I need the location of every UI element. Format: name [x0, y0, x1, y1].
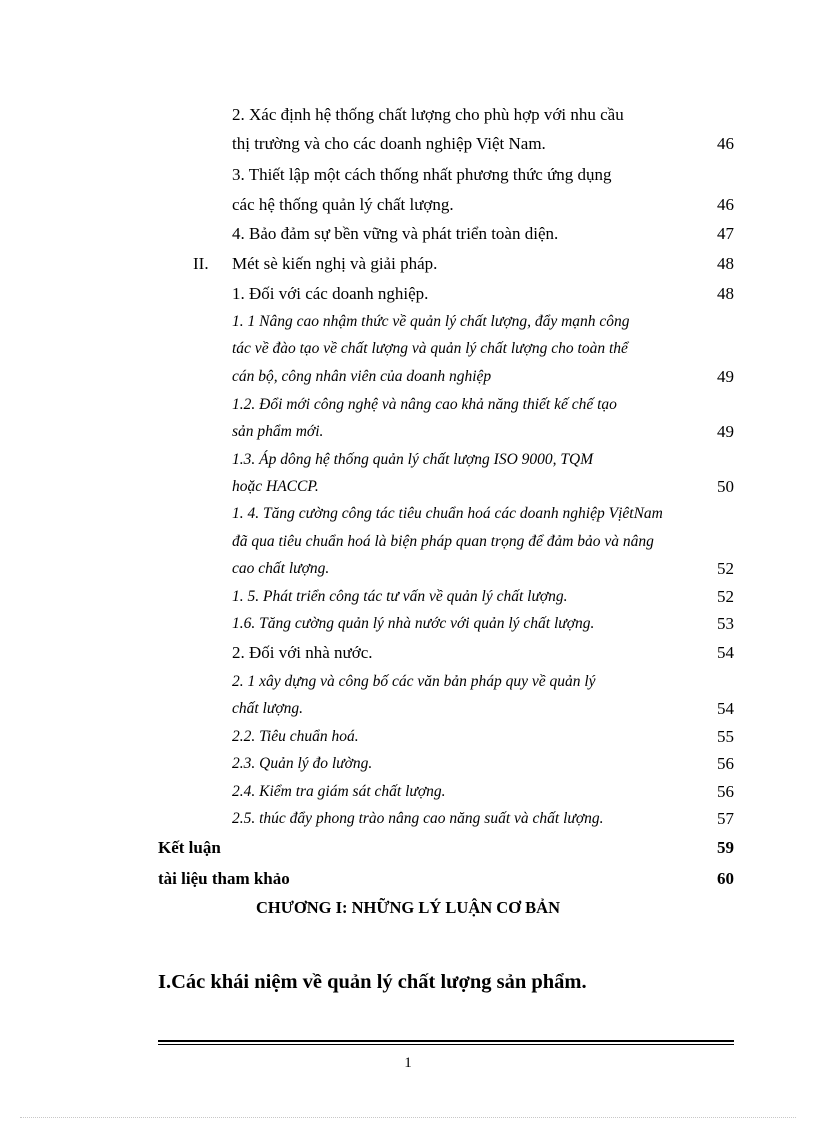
toc-entry-text: đã qua tiêu chuẩn hoá là biện pháp quan trọng để đảm bảo và nâng: [232, 533, 654, 550]
toc-entry: [0, 724, 816, 750]
toc-page-number: 52: [717, 587, 734, 606]
toc-entry: [0, 364, 816, 390]
toc-entry: [0, 392, 816, 418]
toc-entry-text: 2. Đối với nhà nước.: [232, 643, 373, 662]
toc-page-number: 50: [717, 477, 734, 496]
toc-entry: [0, 221, 816, 247]
toc-page-number: 46: [717, 195, 734, 214]
toc-entry-text: Kết luận: [158, 838, 221, 857]
toc-entry-text: 2. Xác định hệ thống chất lượng cho phù hợp với nhu cầu: [232, 105, 624, 124]
toc-entry: [0, 281, 816, 307]
toc-page-number: 49: [717, 422, 734, 441]
toc-page-number: 55: [717, 727, 734, 746]
toc-page-number: 48: [717, 284, 734, 303]
toc-entry-text: 1.6. Tăng cường quản lý nhà nước với quản lý chất lượng.: [232, 615, 595, 632]
toc-roman-numeral: II.: [193, 254, 209, 273]
toc-entry-text: các hệ thống quản lý chất lượng.: [232, 195, 454, 214]
footer-rule: [158, 1040, 734, 1042]
toc-entry-text: 3. Thiết lập một cách thống nhất phương thức ứng dụng: [232, 165, 612, 184]
toc-entry-text: sản phẩm mới.: [232, 423, 324, 440]
footer-rule: [158, 1044, 734, 1045]
toc-entry-text: 2.3. Quản lý đo lường.: [232, 755, 373, 772]
toc-entry-text: 1.3. Áp dông hệ thống quản lý chất lượng ISO 9000, TQM: [232, 451, 594, 468]
toc-entry: [0, 835, 816, 861]
toc-entry: [0, 102, 816, 128]
toc-page-number: 52: [717, 559, 734, 578]
toc-entry-text: 1. Đối với các doanh nghiệp.: [232, 284, 429, 303]
toc-entry-text: 1. 5. Phát triển công tác tư vấn về quản lý chất lượng.: [232, 588, 568, 605]
toc-entry: [0, 866, 816, 892]
toc-page-number: 56: [717, 782, 734, 801]
toc-entry: [0, 611, 816, 637]
toc-entry: [0, 309, 816, 335]
toc-entry: [0, 806, 816, 832]
toc-entry-text: chất lượng.: [232, 700, 303, 717]
page-number: 1: [404, 1055, 412, 1071]
toc-entry-text: 4. Bảo đảm sự bền vững và phát triển toàn diện.: [232, 224, 559, 243]
toc-entry-text: 2.4. Kiểm tra giám sát chất lượng.: [232, 783, 446, 800]
toc-page-number: 60: [717, 869, 734, 888]
toc-entry: [0, 669, 816, 695]
toc-entry: [0, 447, 816, 473]
toc-entry: [0, 131, 816, 157]
toc-page-number: 48: [717, 254, 734, 273]
toc-entry-text: cán bộ, công nhân viên của doanh nghiệp: [232, 368, 492, 385]
toc-entry-text: tác về đào tạo về chất lượng và quản lý chất lượng cho toàn thể: [232, 340, 628, 357]
section-heading: I.Các khái niệm về quản lý chất lượng sản phẩm.: [158, 971, 587, 993]
toc-page-number: 57: [717, 809, 734, 828]
page-edge-divider: [20, 1117, 796, 1118]
toc-entry-text: 1. 4. Tăng cường công tác tiêu chuẩn hoá các doanh nghiệp VịêtNam: [232, 505, 663, 522]
toc-entry: [0, 556, 816, 582]
toc-entry-text: 2. 1 xây dựng và công bố các văn bản pháp quy về quản lý: [232, 673, 596, 690]
toc-page-number: 54: [717, 643, 734, 662]
toc-entry-text: tài liệu tham khảo: [158, 869, 290, 888]
toc-page-number: 59: [717, 838, 734, 857]
toc-entry: [0, 474, 816, 500]
toc-entry-text: 2.2. Tiêu chuẩn hoá.: [232, 728, 359, 745]
toc-entry: [0, 336, 816, 362]
toc-entry-text: thị trường và cho các doanh nghiệp Việt Nam.: [232, 134, 546, 153]
toc-page-number: 46: [717, 134, 734, 153]
toc-entry: [0, 251, 816, 277]
toc-entry: [0, 501, 816, 527]
toc-entry-text: 2.5. thúc đẩy phong trào nâng cao năng suất và chất lượng.: [232, 810, 604, 827]
toc-entry: [0, 419, 816, 445]
toc-entry: [0, 192, 816, 218]
toc-entry: [0, 696, 816, 722]
toc-entry-text: 1.2. Đổi mới công nghệ và nâng cao khả năng thiết kế chế tạo: [232, 396, 617, 413]
toc-entry: [0, 529, 816, 555]
toc-page-number: 56: [717, 754, 734, 773]
toc-entry-text: hoặc HACCP.: [232, 478, 319, 495]
toc-entry: [0, 162, 816, 188]
toc-entry-text: cao chất lượng.: [232, 560, 330, 577]
toc-entry: [0, 751, 816, 777]
toc-entry: [0, 640, 816, 666]
toc-entry-text: Mét sè kiến nghị và giải pháp.: [232, 254, 438, 273]
chapter-title: CHƯƠNG I: NHỮNG LÝ LUẬN CƠ BẢN: [255, 898, 561, 917]
toc-entry: [0, 779, 816, 805]
toc-page-number: 49: [717, 367, 734, 386]
toc-page-number: 54: [717, 699, 734, 718]
toc-page-number: 53: [717, 614, 734, 633]
toc-entry: [0, 584, 816, 610]
toc-page-number: 47: [717, 224, 734, 243]
toc-entry-text: 1. 1 Nâng cao nhậm thức về quản lý chất lượng, đẩy mạnh công: [232, 313, 630, 330]
